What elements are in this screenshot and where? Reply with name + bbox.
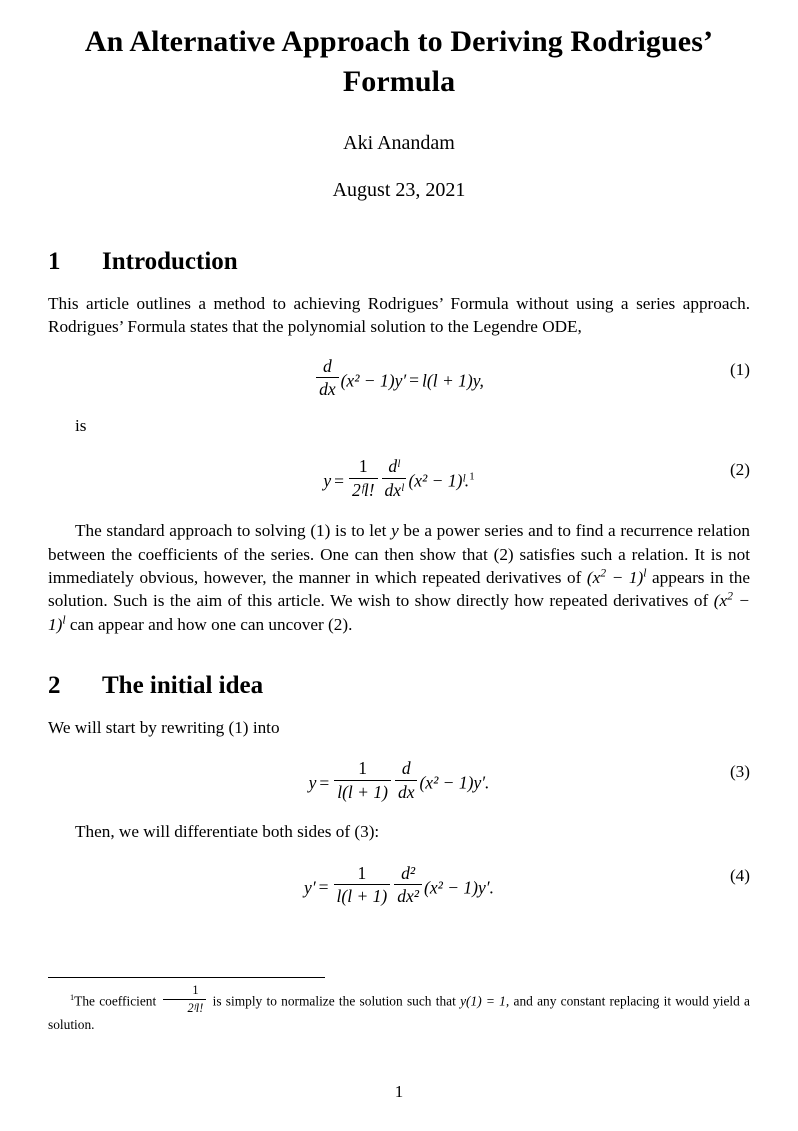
footnote-reference-marker: 1 [469, 470, 475, 483]
equation-1-body [314, 357, 484, 400]
equation-2-number: (2) [729, 459, 750, 479]
section-heading-the-initial-idea [48, 636, 750, 700]
footnote-normalization-fraction [163, 984, 207, 1016]
equation-4 [48, 844, 750, 907]
paragraph-sec2-1: We will start by rewriting (1) into [48, 717, 280, 737]
section-number: 1 [48, 248, 61, 276]
equation-3-lhs: y [308, 772, 317, 793]
equation-1-lhs-rest: (x² − 1)y′ [340, 370, 407, 391]
page-title: An Alternative Approach to Deriving Rodrigues’ Formula [84, 25, 714, 98]
equation-3 [48, 739, 750, 802]
footnote-run: The coefficient [74, 993, 157, 1009]
fraction-numerator: 1 [349, 457, 377, 479]
page-number: 1 [394, 1082, 404, 1101]
equals-sign: = [318, 877, 329, 898]
equals-sign: = [334, 470, 345, 491]
paragraph-run: The standard approach to solving (1) is to let [75, 521, 392, 541]
paragraph-run: be a power series and to find a recurrence relation between the coefficients of the series. One can then show that (2) satisfies such a relation. It is not immediately obvious, however, the manner in which repeated derivatives of [48, 521, 750, 588]
eigenvalue-fraction [334, 864, 391, 907]
derivative-operator-fraction [316, 357, 339, 400]
equation-4-number: (4) [729, 866, 750, 886]
paragraph-run: Legendre ODE, [473, 317, 582, 337]
equation-1 [48, 339, 750, 400]
equals-sign: = [409, 370, 420, 391]
equation-3-tail: (x² − 1)y′. [419, 772, 490, 793]
fraction-numerator: d [395, 759, 418, 781]
paragraph-run: This article outlines a method to achieving Rodrigues’ Formula without using a [48, 294, 629, 314]
derivative-operator-fraction [395, 759, 418, 802]
equation-4-tail: (x² − 1)y′. [424, 877, 494, 898]
section-heading-introduction [48, 202, 750, 276]
author-name: Aki Anandam [343, 132, 455, 155]
footnote-separator-rule [48, 977, 325, 978]
normalization-fraction [349, 457, 377, 500]
fraction-denominator: 2ᶠl! [352, 479, 375, 500]
equation-1-number: (1) [729, 360, 750, 380]
fraction-numerator: 1 [334, 759, 391, 781]
inline-math-xsq-minus-1-pow-l: $(x^2 - 1)^l$ [48, 589, 750, 634]
fraction-denominator: 2ᶠl! [187, 1000, 204, 1015]
footnote-marker: 1 [70, 993, 75, 1003]
inline-math-xsq-minus-1-pow-l: $(x^2 - 1)^l$ [586, 566, 647, 588]
equation-4-lhs: y′ [304, 877, 316, 898]
paragraph-sec2-2: Then, we will differentiate both sides of (3): [75, 822, 380, 842]
equation-1-rhs: l(l + 1)y, [422, 370, 484, 391]
section-title: The initial idea [102, 671, 264, 699]
publication-date: August 23, 2021 [332, 179, 466, 202]
equation-2-body [323, 457, 474, 500]
fraction-denominator: dxˡ [384, 479, 404, 500]
fraction-numerator: d² [394, 864, 422, 886]
equals-sign: = [319, 772, 330, 793]
derivative-operator-fraction [382, 457, 407, 500]
equation-2 [48, 437, 750, 500]
equation-2-tail: (x² − 1)ˡ. [408, 470, 470, 491]
fraction-numerator: dˡ [382, 457, 407, 479]
eigenvalue-fraction [334, 759, 391, 802]
footnote-inline-math: y(1) = 1, [460, 993, 510, 1009]
paragraph-run: series approach. Rodrigues’ Formula states that the polynomial solution to the [48, 294, 750, 337]
fraction-denominator: dx [319, 379, 336, 400]
paragraph-intro-2 [48, 500, 750, 635]
derivative-operator-fraction [394, 864, 422, 907]
fraction-denominator: dx² [397, 886, 419, 907]
footnote-1 [48, 984, 750, 1034]
fraction-denominator: l(l + 1) [337, 781, 388, 802]
fraction-numerator: 1 [163, 984, 207, 1000]
footnote-run: is simply to normalize the solution such that [212, 993, 456, 1009]
fraction-numerator: 1 [334, 864, 391, 886]
paragraph-is-connector: is [75, 415, 87, 435]
footnote-run: and any constant replacing it would yield a solution. [48, 993, 750, 1032]
paragraph-run: appears in the solution. Such is the aim of this article. We wish to show directly how repeated derivatives of [48, 568, 750, 611]
section-title: Introduction [102, 248, 238, 276]
paragraph-intro-1 [48, 276, 750, 339]
equation-3-number: (3) [729, 761, 750, 781]
equation-4-body [304, 864, 494, 907]
section-number: 2 [48, 671, 61, 699]
footnote-area [48, 977, 750, 1034]
paragraph-run: can appear and how one can uncover (2). [65, 614, 353, 634]
equation-2-lhs: y [323, 470, 332, 491]
fraction-numerator: d [316, 357, 339, 379]
equation-3-body [309, 759, 490, 802]
fraction-denominator: dx [397, 781, 415, 802]
inline-math-y: y [391, 521, 399, 541]
fraction-denominator: l(l + 1) [336, 886, 388, 907]
